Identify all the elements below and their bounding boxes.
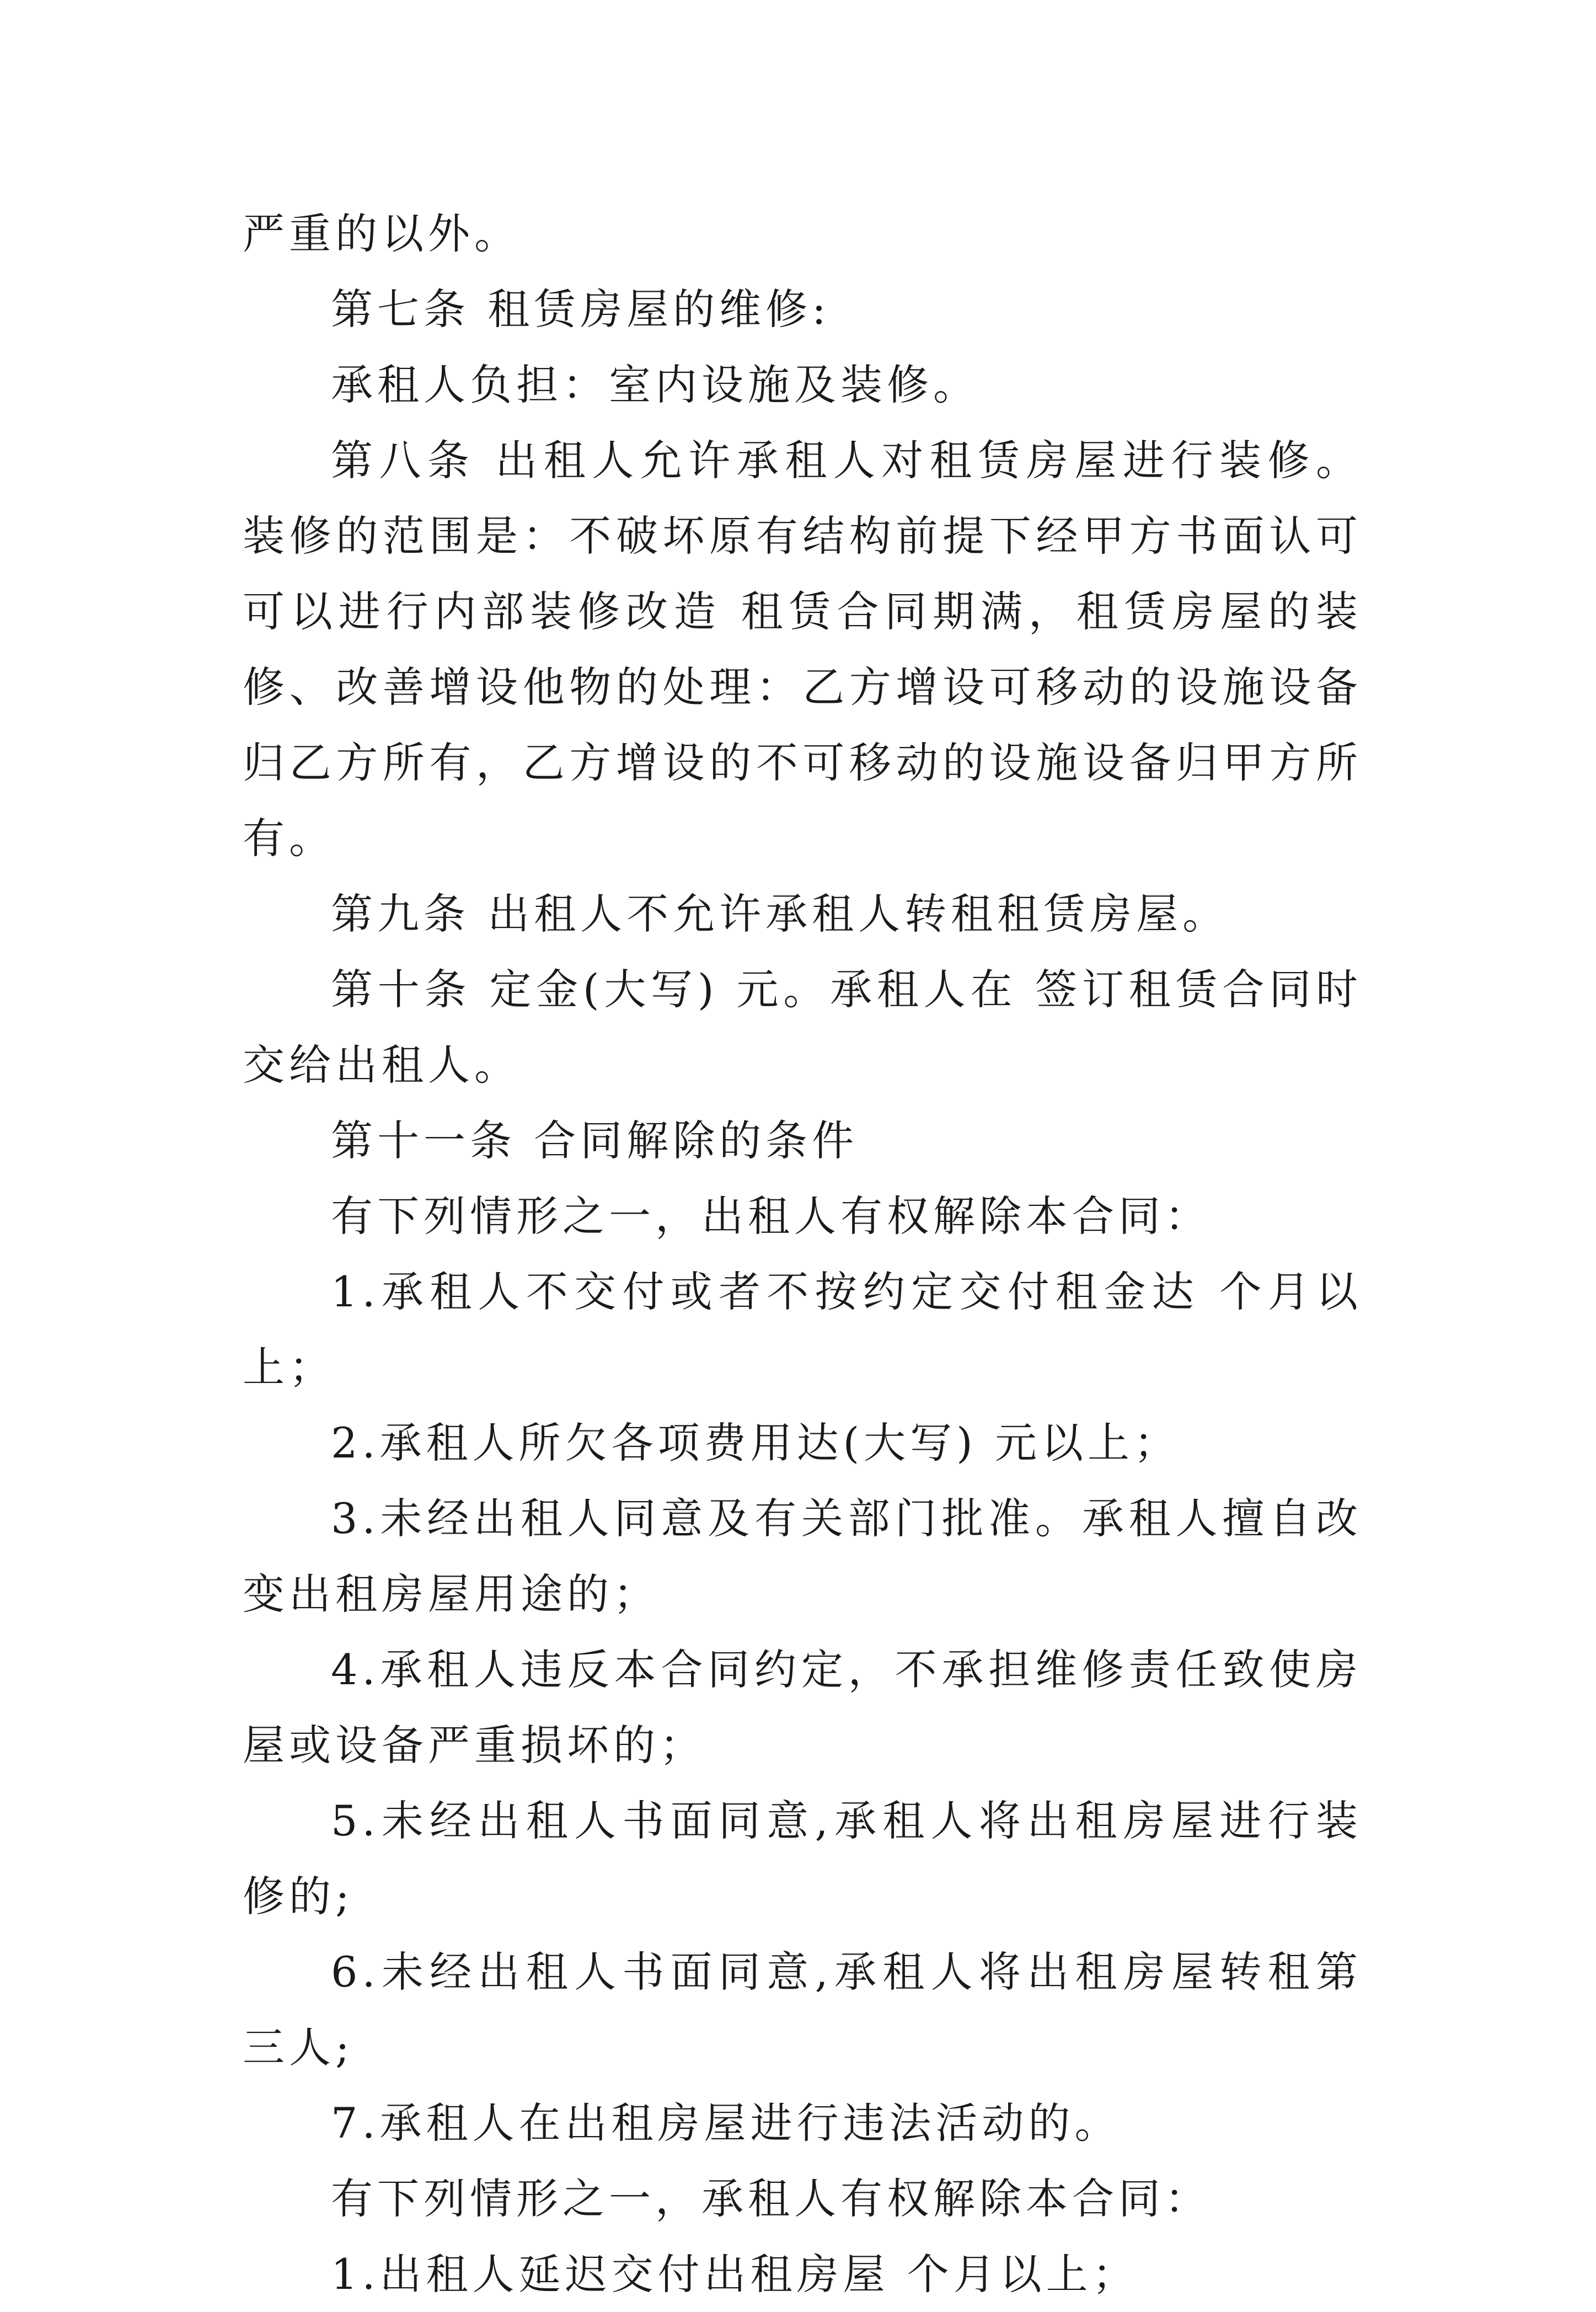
article-9-paragraph: 第九条 出租人不允许承租人转租租赁房屋。 <box>331 889 1229 938</box>
paragraph-continuation: 严重的以外。 <box>243 209 521 258</box>
lessor-condition-6: 6.未经出租人书面同意,承租人将出租房屋转租第三人; <box>243 1947 1362 2072</box>
article-10-paragraph: 第十条 定金(大写) 元。承租人在 签订租赁合同时 交给出租人。 <box>243 965 1362 1090</box>
document-body <box>243 196 1362 2312</box>
lessee-termination-intro: 有下列情形之一，承租人有权解除本合同： <box>331 2174 1211 2223</box>
lessor-condition-4: 4.承租人违反本合同约定，不承担维修责任致使房屋或设备严重损坏的； <box>243 1645 1362 1770</box>
lessor-condition-1: 1.承租人不交付或者不按约定交付租金达 个月以上； <box>243 1267 1362 1392</box>
lessor-condition-3: 3.未经出租人同意及有关部门批准。承租人擅自改变出租房屋用途的； <box>243 1494 1362 1619</box>
article-11-heading: 第十一条 合同解除的条件 <box>331 1116 859 1165</box>
lessor-condition-7: 7.承租人在出租房屋进行违法活动的。 <box>331 2099 1121 2148</box>
article-8-paragraph: 第八条 出租人允许承租人对租赁房屋进行装修。装修的范围是：不破坏原有结构前提下经甲方书面认可可以进行内部装修改造 租赁合同期满，租赁房屋的装修、改善增设他物的处理：乙方增设可移动的设施设备归乙方所有，乙方增设的不可移动的设施设备归甲方所有。 <box>243 436 1362 863</box>
lessor-condition-5: 5.未经出租人书面同意,承租人将出租房屋进行装修的; <box>243 1796 1362 1921</box>
lessee-condition-1: 1.出租人延迟交付出租房屋 个月以上； <box>331 2250 1139 2299</box>
article-7-heading: 第七条 租赁房屋的维修: <box>331 285 831 334</box>
lessor-termination-intro: 有下列情形之一，出租人有权解除本合同： <box>331 1192 1211 1241</box>
lessor-condition-2: 2.承租人所欠各项费用达(大写) 元以上； <box>331 1418 1180 1467</box>
article-7-content: 承租人负担：室内设施及装修。 <box>331 360 979 409</box>
